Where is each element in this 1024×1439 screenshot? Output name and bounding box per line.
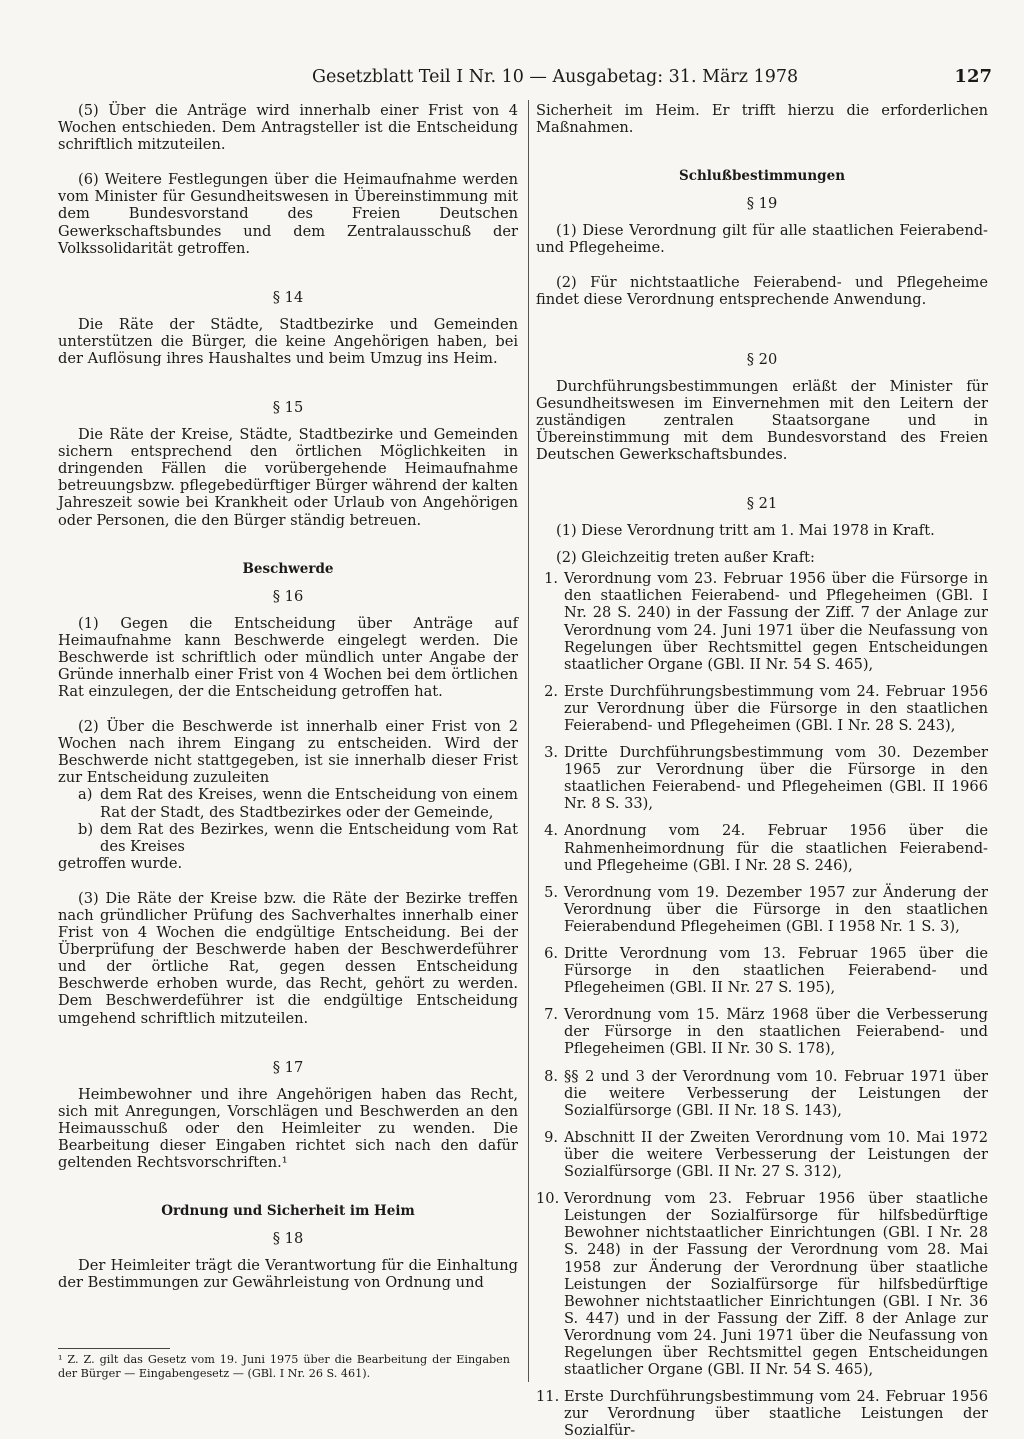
section-18-title: § 18 (272, 1230, 304, 1248)
item-text: dem Rat des Kreises, wenn die Entscheidung von einem Rat der Stadt, des Stadtbezirkes oder der Gemeinde, (100, 786, 518, 821)
section-21-title: § 21 (746, 495, 778, 513)
item-text: dem Rat des Bezirkes, wenn die Entscheidung vom Rat des Kreises (100, 820, 518, 855)
repealed-item (536, 1068, 988, 1119)
item-number: 7. (544, 1006, 558, 1024)
item-text: §§ 2 und 3 der Verordnung vom 10. Februar 1971 über die weitere Verbesserung der Leistungen der Sozialfürsorge (GBl. II Nr. 18 S. 143), (564, 1067, 988, 1119)
section-18-continued: Sicherheit im Heim. Er trifft hierzu die erforderlichen Maßnahmen. (536, 102, 988, 137)
section-16-2-b (58, 821, 518, 855)
paragraph-13-6: (6) Weitere Festlegungen über die Heimaufnahme werden vom Minister für Gesundheitswesen in Übereinstimmung mit dem Bundesvorstand des Freien Deutschen Gewerkschaftsbundes und dem Zentralausschuß der Volkssolidarität getroffen. (58, 171, 518, 257)
repealed-item (536, 945, 988, 996)
section-21-2: (2) Gleichzeitig treten außer Kraft: (556, 549, 815, 567)
section-19-title: § 19 (746, 195, 778, 213)
right-column (536, 102, 988, 1439)
item-text: Verordnung vom 23. Februar 1956 über staatliche Leistungen der Sozialfürsorge für hilfsbedürftige Bewohner nichtstaatlicher Einrichtungen (GBl. I Nr. 28 S. 248) in der Fassung der Verordnung vom 28. Mai 1958 zur Änderung der Verordnung über staatliche Leistungen der Sozialfürsorge für hilfsbedürftige Bewohner nichtstaatlicher Einrichtungen (GBl. I Nr. 36 S. 447) und in der Fassung der Ziff. 8 der Anlage zur Verordnung vom 24. Juni 1971 über die Neufassung von Regelungen über Rechtsmittel gegen Entscheidungen staatlicher Organe (GBl. II Nr. 54 S. 465), (564, 1190, 988, 1379)
section-21-1: (1) Diese Verordnung tritt am 1. Mai 1978 in Kraft. (556, 522, 935, 540)
item-text: Verordnung vom 15. März 1968 über die Verbesserung der Fürsorge in den staatlichen Feierabend- und Pflegeheimen (GBl. II Nr. 30 S. 178), (564, 1006, 988, 1058)
section-16-2-a (58, 786, 518, 820)
item-text: Anordnung vom 24. Februar 1956 über die Rahmenheimordnung für die staatlichen Feierabend- und Pflegeheime (GBl. I Nr. 28 S. 246), (564, 822, 988, 874)
section-20-text: Durchführungsbestimmungen erläßt der Minister für Gesundheitswesen im Einvernehmen mit den Leitern der zuständigen zentralen Staatsorgane und in Übereinstimmung mit dem Bundesvorstand des Freien Deutschen Gewerkschaftsbundes. (536, 377, 988, 463)
item-number: 11. (536, 1388, 560, 1406)
column-divider (528, 100, 529, 1382)
heading-ordnung: Ordnung und Sicherheit im Heim (161, 1203, 415, 1220)
item-number: 2. (544, 682, 558, 700)
item-text: Erste Durchführungsbestimmung vom 24. Februar 1956 zur Verordnung über die Fürsorge in den staatlichen Feierabend- und Pflegeheimen (GBl. I Nr. 28 S. 243), (564, 682, 988, 734)
section-16-3: (3) Die Räte der Kreise bzw. die Räte der Bezirke treffen nach gründlicher Prüfung des Sachverhaltes innerhalb einer Frist von 4 Wochen die endgültige Entscheidung. Bei der Überprüfung der Beschwerde haben der Beschwerdeführer und der örtliche Rat, gegen dessen Entscheidung Beschwerde erhoben wurde, das Recht, gehört zu werden. Dem Beschwerdeführer ist die endgültige Entscheidung umgehend schriftlich mitzuteilen. (58, 889, 518, 1027)
repealed-item (536, 570, 988, 673)
heading-schlussbestimmungen: Schlußbestimmungen (678, 168, 846, 185)
section-14-text: Die Räte der Städte, Stadtbezirke und Gemeinden unterstützen die Bürger, die keine Angehörigen haben, bei der Auflösung ihres Haushaltes und beim Umzug ins Heim. (58, 315, 518, 367)
section-20-title: § 20 (746, 350, 778, 368)
item-number: 8. (544, 1067, 558, 1085)
section-16-title: § 16 (272, 587, 304, 605)
repealed-item (536, 1129, 988, 1180)
section-19-2: (2) Für nichtstaatliche Feierabend- und Pflegeheime findet diese Verordnung entsprechende Anwendung. (536, 274, 988, 309)
repealed-item (536, 744, 988, 812)
footnote-rule (58, 1348, 170, 1349)
page-header (312, 62, 992, 92)
section-16-2-end: getroffen wurde. (58, 854, 183, 872)
item-text: Erste Durchführungsbestimmung vom 24. Februar 1956 zur Verordnung über staatliche Leistungen der Sozialfür- (564, 1388, 988, 1439)
item-number: 9. (544, 1128, 558, 1146)
heading-beschwerde: Beschwerde (242, 560, 334, 577)
item-number: 5. (544, 883, 558, 901)
repealed-item (536, 1388, 988, 1439)
header-title: Gesetzblatt Teil I Nr. 10 — Ausgabetag: 31. März 1978 (312, 67, 799, 87)
repealed-list (536, 570, 988, 1439)
repealed-item (536, 683, 988, 734)
section-17-text: Heimbewohner und ihre Angehörigen haben das Recht, sich mit Anregungen, Vorschlägen und Beschwerden an den Heimausschuß oder den Heimleiter zu wenden. Die Bearbeitung dieser Eingaben richtet sich nach den dafür geltenden Rechtsvorschriften.¹ (58, 1085, 518, 1172)
section-16-2: (2) Über die Beschwerde ist innerhalb einer Frist von 2 Wochen nach ihrem Eingang zu entscheiden. Wird der Beschwerde nicht stattgegeben, ist sie innerhalb dieser Frist zur Entscheidung zuzuleiten (58, 718, 518, 787)
section-16-1: (1) Gegen die Entscheidung über Anträge auf Heimaufnahme kann Beschwerde eingelegt werden. Die Beschwerde ist schriftlich oder mündlich unter Angabe der Gründe innerhalb einer Frist von 4 Wochen bei dem örtlichen Rat einzulegen, der die Entscheidung getroffen hat. (58, 614, 518, 700)
left-column (58, 102, 518, 1291)
item-number: 1. (544, 570, 558, 588)
section-17-title: § 17 (272, 1058, 304, 1076)
section-15-text: Die Räte der Kreise, Städte, Stadtbezirke und Gemeinden sichern entsprechend den örtlichen Möglichkeiten in dringenden Fällen die vorübergehende Heimaufnahme betreuungsbzw. pflegebedürftiger Bürger während der kalten Jahreszeit sowie bei Krankheit oder Urlaub von Angehörigen oder Personen, die den Bürger ständig betreuen. (58, 426, 518, 529)
item-text: Verordnung vom 19. Dezember 1957 zur Änderung der Verordnung über die Fürsorge in den staatlichen Feierabendund Pflegeheimen (GBl. I 1958 Nr. 1 S. 3), (564, 883, 988, 935)
item-text: Verordnung vom 23. Februar 1956 über die Fürsorge in den staatlichen Feierabend- und Pflegeheimen (GBl. I Nr. 28 S. 240) in der Fassung der Ziff. 7 der Anlage zur Verordnung vom 24. Juni 1971 über die Neufassung von Regelungen über Rechtsmittel gegen Entscheidungen staatlicher Organe (GBl. II Nr. 54 S. 465), (564, 570, 988, 673)
item-number: 3. (544, 744, 558, 762)
page-number: 127 (954, 66, 992, 87)
repealed-item (536, 884, 988, 935)
item-text: Dritte Verordnung vom 13. Februar 1965 über die Fürsorge in den staatlichen Feierabend- und Pflegeheimen (GBl. II Nr. 27 S. 195), (564, 945, 988, 997)
item-text: Dritte Durchführungsbestimmung vom 30. Dezember 1965 zur Verordnung über die Fürsorge in den staatlichen Feierabend- und Pflegeheimen (GBl. II 1966 Nr. 8 S. 33), (564, 744, 988, 813)
section-14-title: § 14 (272, 288, 304, 306)
item-label: a) (78, 786, 93, 804)
item-number: 10. (536, 1190, 560, 1208)
footnote: ¹ Z. Z. gilt das Gesetz vom 19. Juni 1975 über die Bearbeitung der Eingaben der Bürger — Eingabengesetz — (GBl. I Nr. 26 S. 461). (58, 1353, 510, 1380)
repealed-item (536, 822, 988, 873)
repealed-item (536, 1006, 988, 1057)
section-18-text: Der Heimleiter trägt die Verantwortung für die Einhaltung der Bestimmungen zur Gewährleistung von Ordnung und (58, 1257, 518, 1292)
item-number: 6. (544, 945, 558, 962)
section-15-title: § 15 (272, 399, 304, 417)
item-number: 4. (544, 822, 558, 840)
section-19-1: (1) Diese Verordnung gilt für alle staatlichen Feierabend- und Pflegeheime. (536, 222, 988, 257)
paragraph-13-5: (5) Über die Anträge wird innerhalb einer Frist von 4 Wochen entschieden. Dem Antragsteller ist die Entscheidung schriftlich mitzuteilen. (58, 102, 518, 154)
repealed-item (536, 1190, 988, 1378)
item-text: Abschnitt II der Zweiten Verordnung vom 10. Mai 1972 über die weitere Verbesserung der Leistungen der Sozialfürsorge (GBl. II Nr. 27 S. 312), (564, 1128, 988, 1181)
item-label: b) (78, 820, 94, 838)
